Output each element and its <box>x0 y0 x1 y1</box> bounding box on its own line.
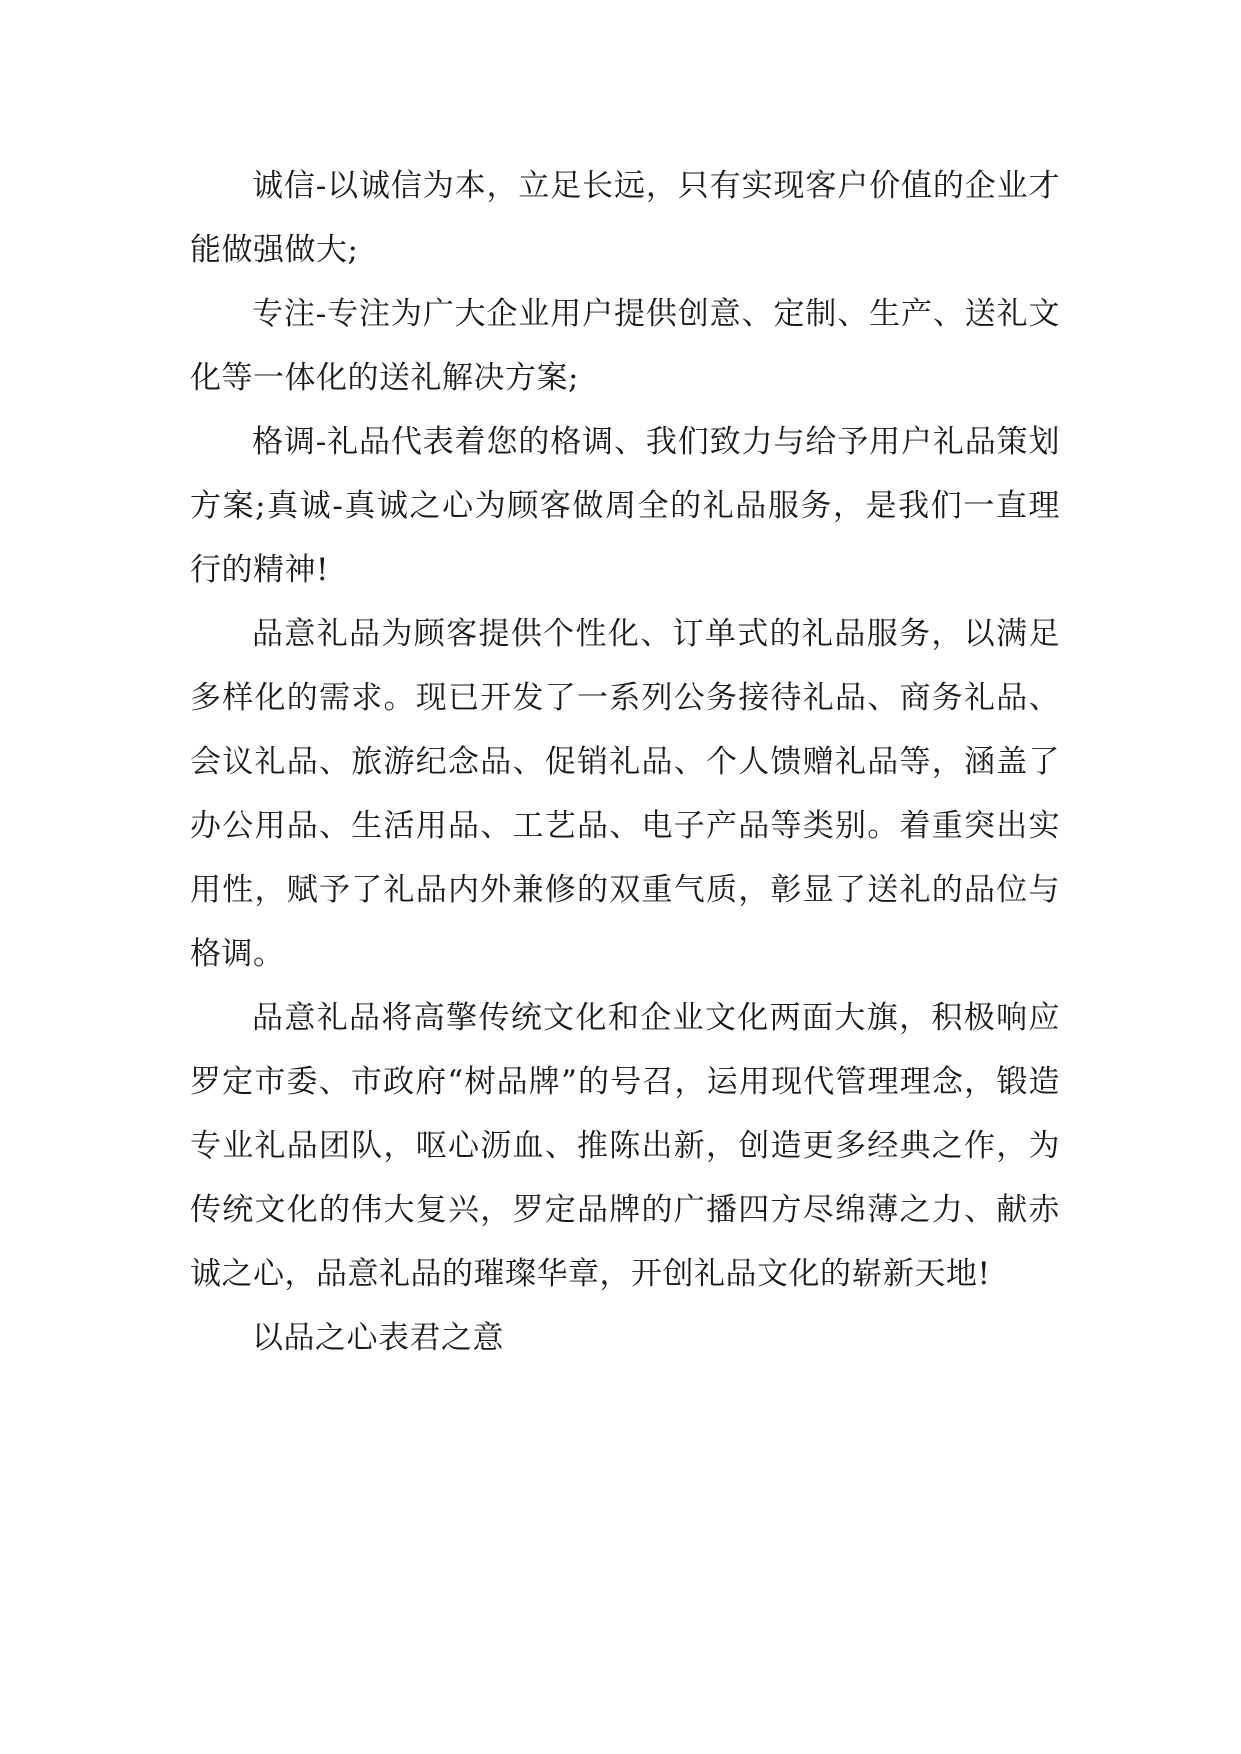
paragraph-focus: 专注-专注为广大企业用户提供创意、定制、生产、送礼文化等一体化的送礼解决方案; <box>190 296 1060 396</box>
paragraph-services: 品意礼品为顾客提供个性化、订单式的礼品服务，以满足多样化的需求。现已开发了一系列公务接待礼品、商务礼品、会议礼品、旅游纪念品、促销礼品、个人馈赠礼品等，涵盖了办公用品、生活用品、工艺品、电子产品等类别。着重突出实用性，赋予了礼品内外兼修的双重气质，彰显了送礼的品位与格调。 <box>190 616 1060 972</box>
document-body <box>190 154 1060 1370</box>
paragraph-vision: 品意礼品将高擎传统文化和企业文化两面大旗，积极响应罗定市委、市政府“树品牌”的号召，运用现代管理理念，锻造专业礼品团队，呕心沥血、推陈出新，创造更多经典之作，为传统文化的伟大复兴，罗定品牌的广播四方尽绵薄之力、献赤诚之心，品意礼品的璀璨华章，开创礼品文化的崭新天地! <box>190 1000 1060 1292</box>
paragraph-integrity: 诚信-以诚信为本，立足长远，只有实现客户价值的企业才能做强做大; <box>190 168 1060 268</box>
paragraph-slogan: 以品之心表君之意 <box>252 1320 504 1356</box>
paragraph-style: 格调-礼品代表着您的格调、我们致力与给予用户礼品策划方案;真诚-真诚之心为顾客做周全的礼品服务，是我们一直理行的精神! <box>190 424 1060 588</box>
